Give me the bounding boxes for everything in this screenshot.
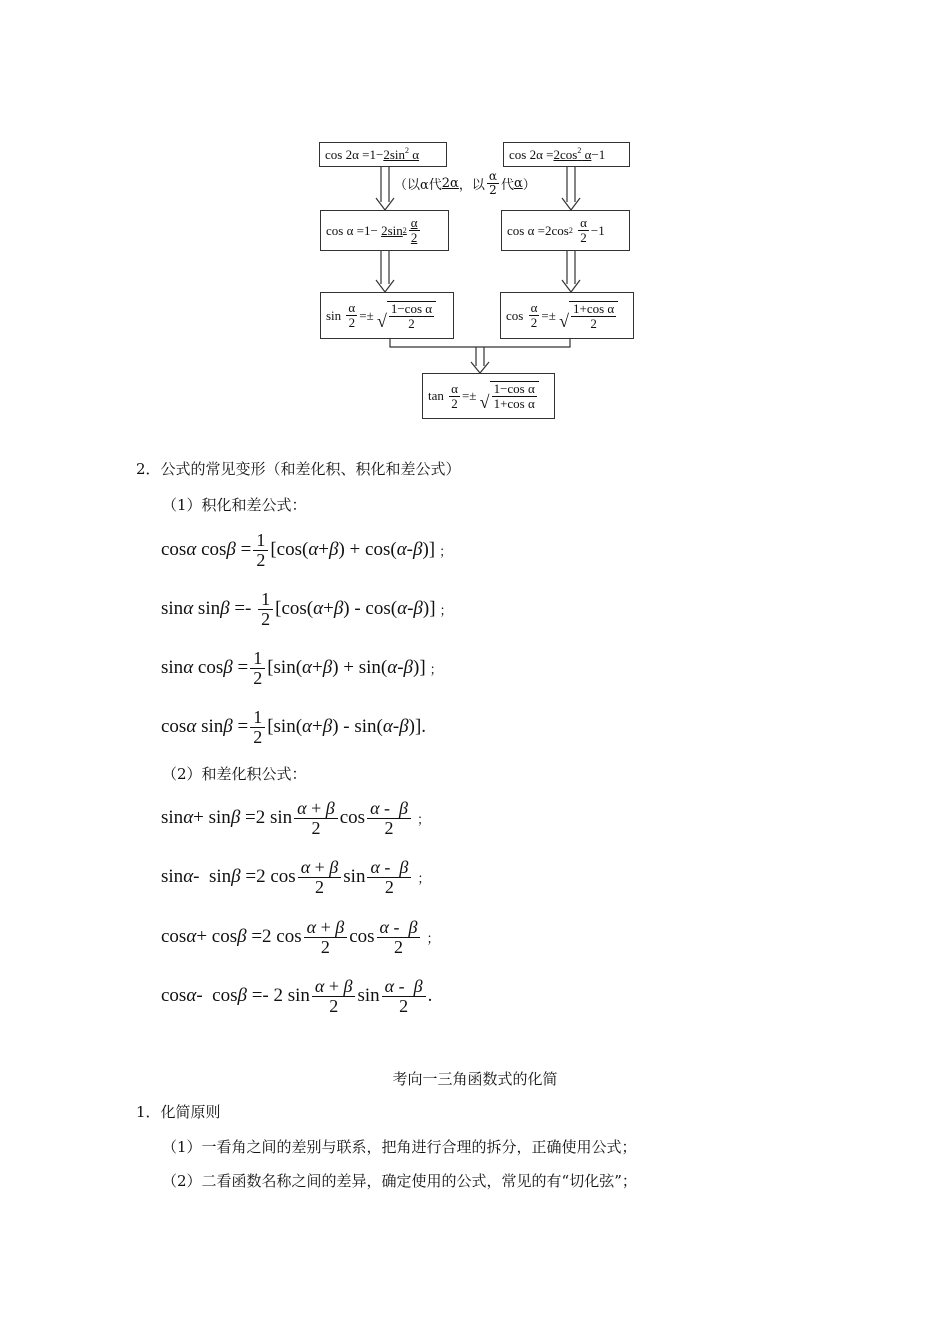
- product-to-sum-formula-2: sin α sin β =- $\frac{1}{2}$ [cos( α + β ) - cos( α - β )] ；: [161, 588, 453, 629]
- section3-title: 考向一三角函数式的化简: [392, 1070, 558, 1088]
- simplification-principle-heading: 1．化简原则: [136, 1103, 221, 1121]
- sum-to-product-formula-2: sin α - sin β =2 cos $\frac{\alpha + \beta}{2}$ sin $\frac{\alpha - \beta}{2}$ ；: [161, 856, 431, 897]
- section2-heading: 2．公式的常见变形（和差化积、积化和差公式）: [136, 460, 461, 478]
- formula-box-cos-half: cos $\frac{\alpha}{2}$ =± √ $\frac{\text{1+cos α}}{2}$: [500, 292, 634, 339]
- formula-box-cos2a-cos: cos 2α = $2\cos^2$ α −1: [503, 142, 630, 167]
- formula-box-cosa-sin: cos α =1− 2sin 2 $\frac{\alpha}{2}$: [320, 210, 449, 251]
- substitution-note: （以α代 2α ，以 $\frac{\alpha}{2}$ 代 α ）: [394, 169, 536, 197]
- product-to-sum-formula-3: sin α cos β = $\frac{1}{2}$ [sin( α + β ) + sin( α - β )] ；: [161, 647, 443, 688]
- sum-to-product-heading: （2）和差化积公式：: [162, 765, 307, 783]
- sum-to-product-formula-3: cos α + cos β =2 cos $\frac{\alpha + \beta}{2}$ cos $\frac{\alpha - \beta}{2}$ ；: [161, 916, 440, 957]
- product-to-sum-formula-1: cos α cos β = $\frac{1}{2}$ [cos( α + β ) + cos( α - β )] ；: [161, 529, 453, 570]
- formula-box-cosa-cos: cos α =2cos 2 $\frac{\alpha}{2}$ −1: [501, 210, 630, 251]
- sum-to-product-formula-4: cos α - cos β =- 2 sin $\frac{\alpha + \beta}{2}$ sin $\frac{\alpha - \beta}{2}$ .: [161, 975, 433, 1016]
- product-to-sum-formula-4: cos α sin β = $\frac{1}{2}$ [sin( α + β ) - sin( α - β )].: [161, 706, 427, 747]
- principle-item-1: （1）一看角之间的差别与联系，把角进行合理的拆分，正确使用公式；: [162, 1138, 637, 1156]
- diagram-connectors: [0, 0, 950, 430]
- formula-box-cos2a-sin: cos 2α =1− $2\sin^2$ α: [319, 142, 447, 167]
- formula-box-sin-half: sin $\frac{\alpha}{2}$ =± √ $\frac{\text{1−cos α}}{2}$: [320, 292, 454, 339]
- sum-to-product-formula-1: sin α + sin β =2 sin $\frac{\alpha + \beta}{2}$ cos $\frac{\alpha - \beta}{2}$ ；: [161, 797, 431, 838]
- principle-item-2: （2）二看函数名称之间的差异，确定使用的公式，常见的有“切化弦”；: [162, 1172, 637, 1190]
- product-to-sum-heading: （1）积化和差公式：: [162, 496, 307, 514]
- formula-box-tan-half: tan $\frac{\alpha}{2}$ =± √ $\frac{\text{1−cos α}}{\text{1+cos α}}$: [422, 373, 555, 419]
